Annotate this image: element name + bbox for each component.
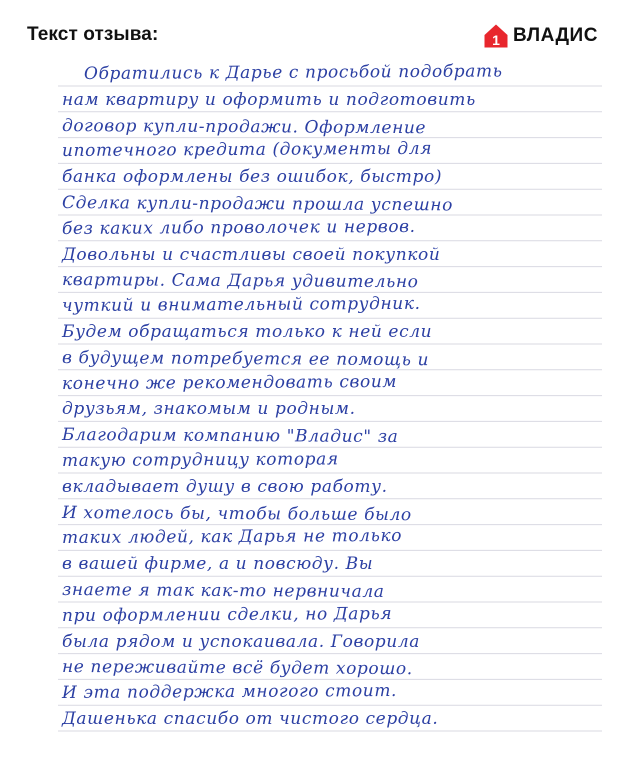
handwritten-review-sheet xyxy=(0,62,629,768)
handwritten-line: нам квартиру и оформить и подготовить xyxy=(62,89,476,110)
handwritten-line: таких людей, как Дарья не только xyxy=(61,526,403,549)
handwritten-line: И эта поддержка многого стоит. xyxy=(61,681,398,704)
house-with-number-1-icon xyxy=(483,23,509,49)
handwritten-line: вкладывает душу в свою работу. xyxy=(62,476,388,497)
handwritten-line: без каких либо проволочек и нервов. xyxy=(61,216,416,239)
logo-text: ВЛАДИС xyxy=(513,25,598,46)
svg-text:1: 1 xyxy=(492,32,500,48)
handwritten-line: не переживайте всё будет хорошо. xyxy=(61,657,413,680)
handwritten-line: конечно же рекомендовать своим xyxy=(61,371,398,394)
handwritten-line: Дашенька спасибо от чистого сердца. xyxy=(62,709,439,729)
handwritten-line: была рядом и успокаивала. Говорила xyxy=(62,631,420,652)
page-header xyxy=(0,0,629,62)
handwritten-line: в вашей фирме, а и повсюду. Вы xyxy=(62,554,374,575)
handwritten-line: банка оформлены без ошибок, быстро) xyxy=(62,167,443,188)
handwritten-line: Обратились к Дарье с просьбой подобрать xyxy=(83,61,503,84)
handwritten-line: такую сотрудницу которая xyxy=(61,449,339,471)
handwritten-review-text xyxy=(0,62,629,768)
handwritten-line: ипотечного кредита (документы для xyxy=(61,139,433,162)
handwritten-line: чуткий и внимательный сотрудник. xyxy=(61,293,421,317)
handwritten-line: в будущем потребуется ее помощь и xyxy=(61,347,430,371)
handwritten-line: Довольны и счастливы своей покупкой xyxy=(62,244,441,265)
handwritten-line: И хотелось бы, чтобы больше было xyxy=(61,502,412,525)
vladis-logo xyxy=(483,22,598,50)
handwritten-line: знаете я так как-то нервничала xyxy=(61,580,385,602)
handwritten-line: при оформлении сделки, но Дарья xyxy=(61,603,393,626)
handwritten-line: Будем обращаться только к ней если xyxy=(62,322,433,342)
handwritten-line: Сделка купли-продажи прошла успешно xyxy=(61,193,454,216)
handwritten-line: друзьям, знакомым и родным. xyxy=(62,399,356,420)
handwritten-line: договор купли-продажи. Оформление xyxy=(61,115,427,138)
handwritten-line: Благодарим компанию "Владис" за xyxy=(61,425,399,448)
review-text-heading: Текст отзыва: xyxy=(27,24,159,45)
handwritten-line: квартиры. Сама Дарья удивительно xyxy=(61,270,419,293)
